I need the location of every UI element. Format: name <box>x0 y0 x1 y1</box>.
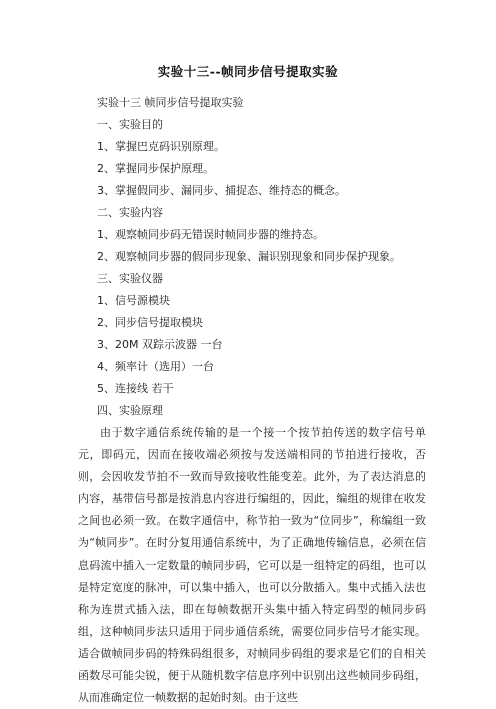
doc-line: 3、掌握假同步、漏同步、捕捉态、维持态的概念。 <box>97 184 346 197</box>
body-paragraph: 由于数字通信系统传输的是一个接一个按节拍传送的数字信号单元，即码元，因而在接收端必须按与发送端相同的节拍进行接收，否则，会因收发节拍不一致而导致接收性能变差。此外，为了表达消息的内容，基带信号都是按消息内容进行编组的，因此，编组的规律在收发之间也必须一致。在数字通信中，称节拍一致为“位同步”，称编组一致为“帧同步”。在时分复用通信系统中，为了正确地传输信息，必须在信息码流中插入一定数量的帧同步码，它可以是一组特定的码组，也可以是特定宽度的脉冲，可以集中插入，也可以分散插入。集中式插入法也称为连贯式插入法，即在每帧数据开头集中插入特定码型的帧同步码组，这种帧同步法只适用于同步通信系统，需要位同步信号才能实现。适合做帧同步码的特殊码组很多，对帧同步码组的要求是它们的自相关函数尽可能尖锐，便于从随机数字信息序列中识别出这些帧同步码组，从而准确定位一帧数据的起始时刻。由于这些 <box>78 426 426 705</box>
doc-line: 2、观察帧同步器的假同步现象、漏识别现象和同步保护现象。 <box>97 250 401 263</box>
doc-line: 1、掌握巴克码识别原理。 <box>97 140 225 153</box>
document-title: 实验十三--帧同步信号提取实验 <box>157 64 339 79</box>
doc-line: 2、同步信号提取模块 <box>97 316 203 329</box>
doc-line: 4、频率计（选用）一台 <box>97 360 214 373</box>
doc-line: 四、实验原理 <box>97 404 163 417</box>
doc-line: 3、20M 双踪示波器 一台 <box>97 338 223 351</box>
doc-line: 一、实验目的 <box>97 118 163 131</box>
doc-line: 实验十三 帧同步信号提取实验 <box>97 96 244 109</box>
doc-line: 三、实验仪器 <box>97 272 163 285</box>
doc-line: 2、掌握同步保护原理。 <box>97 162 214 175</box>
doc-line: 5、连接线 若干 <box>97 382 174 395</box>
doc-line: 1、信号源模块 <box>97 294 170 307</box>
doc-line: 1、观察帧同步码无错误时帧同步器的维持态。 <box>97 228 324 241</box>
doc-line: 二、实验内容 <box>97 206 163 219</box>
